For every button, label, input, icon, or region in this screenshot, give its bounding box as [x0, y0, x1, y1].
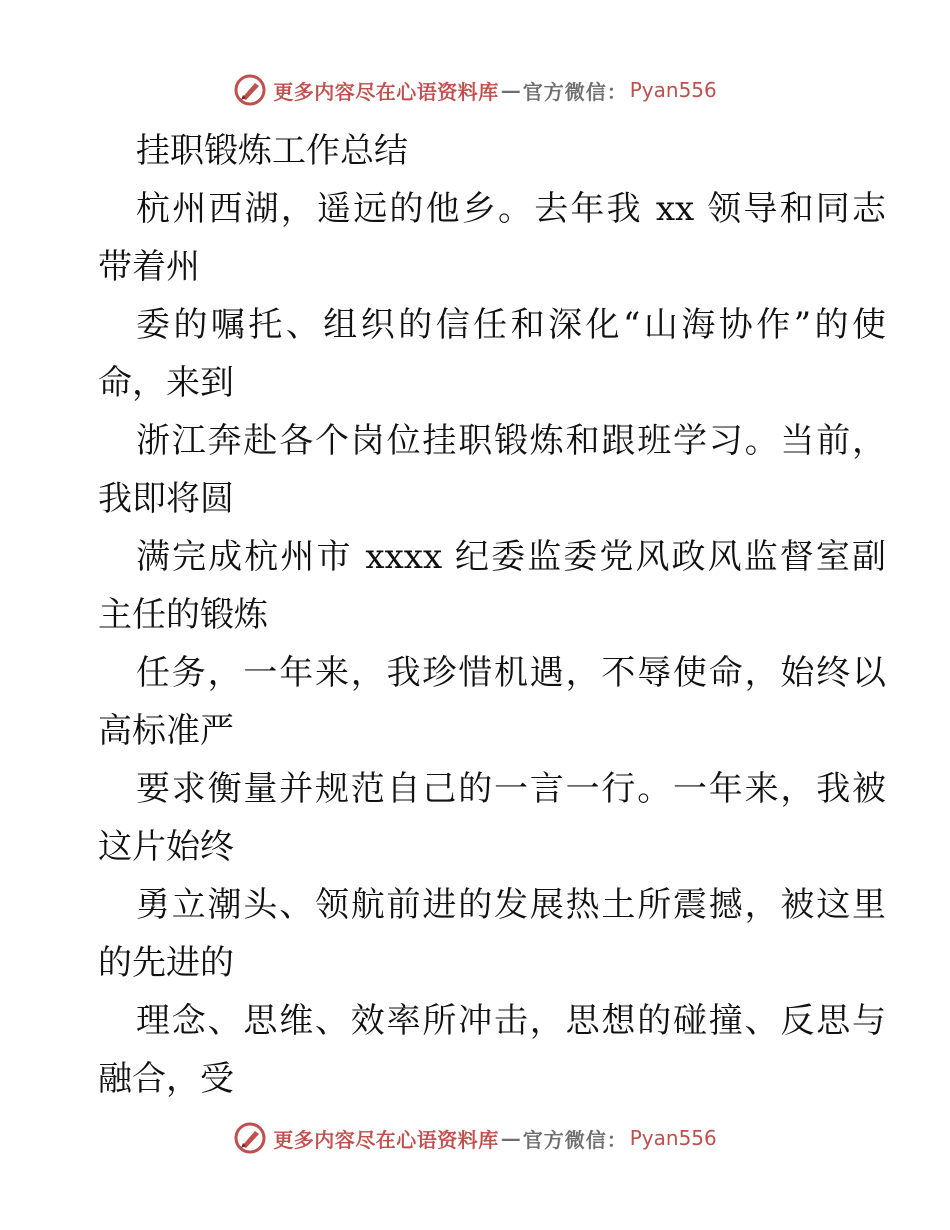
text-line: 我即将圆 — [98, 479, 234, 519]
pen-logo-icon — [233, 73, 267, 107]
text-line: 委的嘱托、组织的信任和深化“山海协作”的使 — [136, 305, 886, 345]
banner-title: 更多内容尽在心语资料库 — [273, 79, 499, 104]
banner-title: 更多内容尽在心语资料库 — [273, 1127, 499, 1152]
text-line: 高标准严 — [98, 711, 234, 751]
text-line: 杭州西湖，遥远的他乡。去年我 xx 领导和同志 — [136, 189, 886, 229]
banner-wechat-id: Pyan556 — [629, 1126, 717, 1150]
banner-separator: — — [500, 78, 521, 102]
text-line: 满完成杭州市 xxxx 纪委监委党风政风监督室副 — [136, 537, 886, 577]
document-title: 挂职锻炼工作总结 — [136, 131, 408, 171]
footer-banner — [0, 1118, 950, 1158]
banner-wechat-label: 官方微信： — [522, 1127, 628, 1152]
banner-wechat-id: Pyan556 — [629, 78, 717, 102]
text-line: 浙江奔赴各个岗位挂职锻炼和跟班学习。当前， — [136, 421, 886, 461]
text-line: 这片始终 — [98, 827, 234, 867]
pen-logo-icon — [233, 1121, 267, 1155]
text-line: 勇立潮头、领航前进的发展热土所震撼，被这里 — [136, 885, 886, 925]
text-line: 要求衡量并规范自己的一言一行。一年来，我被 — [136, 769, 886, 809]
text-line: 带着州 — [98, 247, 200, 287]
text-line: 命，来到 — [98, 363, 234, 403]
document-body — [98, 122, 886, 1108]
text-line: 的先进的 — [98, 943, 234, 983]
text-line: 任务，一年来，我珍惜机遇，不辱使命，始终以 — [136, 653, 886, 693]
text-line: 理念、思维、效率所冲击，思想的碰撞、反思与 — [136, 1001, 886, 1041]
header-banner — [0, 70, 950, 110]
banner-separator: — — [500, 1126, 521, 1150]
text-line: 融合，受 — [98, 1059, 234, 1099]
text-line: 主任的锻炼 — [98, 595, 268, 635]
banner-wechat-label: 官方微信： — [522, 79, 628, 104]
